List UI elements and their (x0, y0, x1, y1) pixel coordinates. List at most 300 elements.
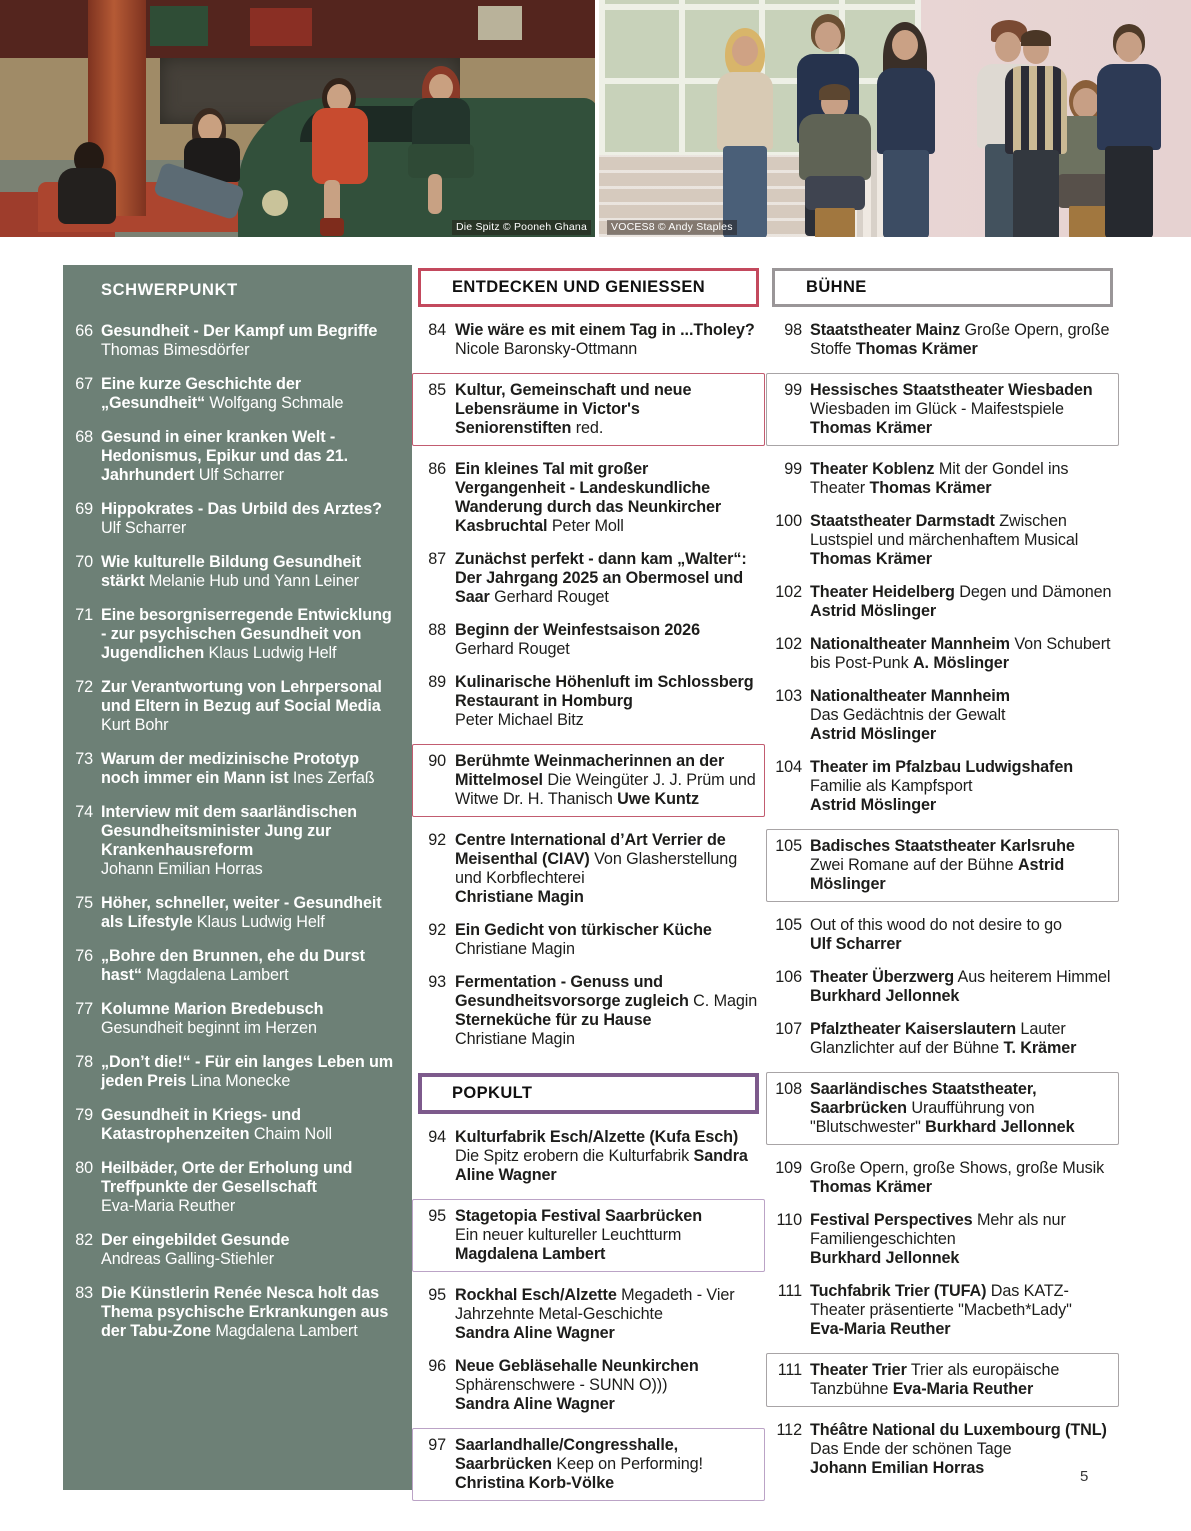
entry-page-number: 90 (428, 752, 446, 770)
toc-entry (67, 500, 398, 538)
entry-text (101, 375, 398, 413)
entry-page-number: 76 (75, 947, 93, 965)
entry-text (101, 678, 398, 735)
top (877, 68, 935, 154)
entry-author-segment: Sphärenschwere - SUNN O))) (455, 1376, 668, 1394)
poster-green (150, 6, 208, 46)
entry-text (101, 947, 398, 985)
entry-title-segment: Burkhard Jellonnek (810, 987, 960, 1005)
voces8-photo (599, 0, 1191, 237)
entry-author-segment: Das Gedächtnis der Gewalt (810, 706, 1006, 724)
entry-author-segment: Andreas Galling-Stiehler (101, 1250, 275, 1268)
entry-title-segment: Ein Gedicht von türkischer Küche (455, 921, 712, 939)
entry-page-number: 103 (775, 687, 802, 705)
entry-author-segment: Zwischen Lustspiel und märchenhaftem Musical (810, 512, 1079, 549)
entry-text (810, 460, 1113, 498)
entry-page-number: 102 (775, 635, 802, 653)
toc-entry (772, 1020, 1113, 1058)
entry-title-segment: Theater Heidelberg (810, 583, 955, 601)
toc-entry (67, 1284, 398, 1341)
entry-text (810, 1282, 1113, 1339)
toc-entry (67, 894, 398, 932)
entry-text (455, 381, 759, 438)
toc-entry (766, 829, 1119, 902)
striped-shirt (1005, 66, 1067, 154)
person-crouching (48, 142, 128, 232)
section-title-buehne: BÜHNE (772, 268, 1113, 307)
jeans (883, 150, 929, 237)
entry-title-segment: Warum der medizinische Prototyp noch immer ein Mann ist (101, 750, 360, 787)
entry-title-segment: Christiane Magin (455, 888, 584, 906)
entry-title-segment: Eva-Maria Reuther (892, 1380, 1034, 1398)
toc-entry (418, 673, 759, 730)
toc-entry (67, 1053, 398, 1091)
toc-entry (418, 1128, 759, 1185)
entry-title-segment: Eine kurze Geschichte der „Gesundheit“ (101, 375, 301, 412)
entry-text (101, 894, 398, 932)
schwerpunkt-column (63, 265, 412, 1490)
entry-title-segment: Theater Koblenz (810, 460, 935, 478)
entry-text (455, 1207, 759, 1264)
entry-page-number: 87 (428, 550, 446, 568)
trousers (1105, 146, 1153, 237)
entry-page-number: 69 (75, 500, 93, 518)
entry-title-segment: Staatstheater Darmstadt (810, 512, 995, 530)
toc-entry (418, 321, 759, 359)
entry-title-segment: Hippokrates - Das Urbild des Arztes? (101, 500, 382, 518)
entry-title-segment: Thomas Krämer (869, 479, 992, 497)
entry-text (101, 1231, 398, 1269)
entry-text (455, 1436, 759, 1493)
entry-text (455, 460, 759, 536)
jacket (799, 114, 871, 180)
entry-title-segment: Staatstheater Mainz (810, 321, 961, 339)
entry-title-segment: Wie kulturelle Bildung Gesundheit stärkt (101, 553, 362, 590)
entry-title-segment: Sterneküche für zu Hause (455, 1011, 652, 1029)
toc-entry (412, 1199, 765, 1272)
entry-text (455, 321, 759, 359)
toc-entry (772, 758, 1113, 815)
entry-text (810, 837, 1113, 894)
entry-title-segment: Pfalztheater Kaiserslautern (810, 1020, 1017, 1038)
entry-title-segment: Sandra Aline Wagner (455, 1395, 615, 1413)
entry-text (810, 1020, 1113, 1058)
entry-text (101, 750, 398, 788)
trousers (1013, 150, 1059, 237)
entry-title-segment: Thomas Krämer (810, 1178, 932, 1196)
toc-entry (67, 1231, 398, 1269)
entry-text (810, 635, 1113, 673)
entry-author-segment: Lina Monecke (186, 1072, 291, 1090)
entry-text (101, 1284, 398, 1341)
entry-title-segment: Eva-Maria Reuther (810, 1320, 951, 1338)
entry-author-segment: Trier als europäische Tanzbühne (810, 1361, 1060, 1398)
entry-text (101, 553, 398, 591)
entry-title-segment: Gesundheit - Der Kampf um Begriffe (101, 322, 378, 340)
person-seated-olive (787, 88, 883, 237)
entry-page-number: 95 (428, 1207, 446, 1225)
entry-page-number: 68 (75, 428, 93, 446)
entry-text (101, 500, 398, 538)
toc-entry (67, 606, 398, 663)
photo-strip (0, 0, 1191, 246)
entry-author-segment: Magdalena Lambert (141, 966, 289, 984)
entry-author-segment: Kurt Bohr (101, 716, 169, 734)
entry-page-number: 108 (775, 1080, 802, 1098)
entry-title-segment: Fermentation - Genuss und Gesundheitsvorsorge zugleich (455, 973, 689, 1010)
entry-title-segment: Sandra Aline Wagner (455, 1324, 615, 1342)
toc-entry (772, 968, 1113, 1006)
toc-entry (772, 512, 1113, 569)
entry-author-segment: Die Spitz erobern die Kulturfabrik (455, 1147, 694, 1165)
entry-title-segment: Nationaltheater Mannheim (810, 635, 1010, 653)
entry-title-segment: Johann Emilian Horras (810, 1459, 985, 1477)
entry-title-segment: Uwe Kuntz (617, 790, 699, 808)
toc-entry (766, 1353, 1119, 1407)
entry-text (101, 1000, 398, 1038)
entry-title-segment: Stagetopia Festival Saarbrücken (455, 1207, 703, 1225)
toc-entry (772, 321, 1113, 359)
entry-page-number: 73 (75, 750, 93, 768)
entry-author-segment: Lauter Glanzlichter auf der Bühne (810, 1020, 1066, 1057)
entry-author-segment: Megadeth - Vier Jahrzehnte Metal-Geschichte (455, 1286, 735, 1323)
entry-page-number: 66 (75, 322, 93, 340)
head (892, 30, 918, 60)
entry-text (455, 1286, 759, 1343)
entry-author-segment: Out of this wood do not desire to go (810, 916, 1062, 934)
toc-entry (67, 947, 398, 985)
entry-title-segment: Interview mit dem saarländischen Gesundheitsminister Jung zur Krankenhausreform (101, 803, 357, 859)
entry-author-segment: Eva-Maria Reuther (101, 1197, 236, 1215)
entry-page-number: 93 (428, 973, 446, 991)
entry-author-segment: Klaus Ludwig Helf (192, 913, 325, 931)
entry-author-segment: Von Glasherstellung und Korbflechterei (455, 850, 738, 887)
toc-entry (772, 1282, 1113, 1339)
entry-title-segment: Zunächst perfekt - dann kam „Walter“: Der Jahrgang 2025 an Obermosel und Saar (455, 550, 747, 606)
entry-author-segment: Ein neuer kultureller Leuchtturm (455, 1226, 682, 1244)
entry-page-number: 84 (428, 321, 446, 339)
entry-title-segment: Badisches Staatstheater Karlsruhe (810, 837, 1075, 855)
entry-text (455, 973, 759, 1049)
entry-author-segment: Christiane Magin (455, 1030, 575, 1048)
entry-text (455, 752, 759, 809)
entry-text (455, 831, 759, 907)
toc-entry (67, 750, 398, 788)
entry-title-segment: Gesund in einer kranken Welt - Hedonismus, Epikur und das 21. Jahrhundert (101, 428, 349, 484)
entry-text (455, 921, 759, 959)
hair (1021, 30, 1051, 46)
toc-entry (772, 583, 1113, 621)
photo-caption-right: VOCES8 © Andy Staples (607, 220, 737, 235)
entry-page-number: 105 (775, 916, 802, 934)
entry-title-segment: Thomas Krämer (810, 419, 932, 437)
toc-entry (772, 1159, 1113, 1197)
entry-author-segment: Degen und Dämonen (954, 583, 1112, 601)
entry-author-segment: C. Magin (688, 992, 758, 1010)
entry-title-segment: Eine besorgniserregende Entwicklung - zur psychischen Gesundheit von Jugendlichen (101, 606, 392, 662)
entry-text (810, 1421, 1113, 1478)
entry-author-segment: Chaim Noll (249, 1125, 332, 1143)
entry-title-segment: Theater im Pfalzbau Ludwigshafen (810, 758, 1074, 776)
entry-page-number: 92 (428, 921, 446, 939)
toc-entry (766, 1072, 1119, 1145)
section-title-popkult: POPKULT (418, 1073, 759, 1114)
toc-entry (772, 460, 1113, 498)
entry-page-number: 75 (75, 894, 93, 912)
entry-author-segment: Das KATZ-Theater präsentierte "Macbeth*Lady" (810, 1282, 1072, 1319)
middle-column (418, 265, 759, 1515)
toc-entry (67, 1159, 398, 1216)
entry-text (810, 968, 1113, 1006)
entry-author-segment: Wolfgang Schmale (205, 394, 344, 412)
entry-page-number: 67 (75, 375, 93, 393)
person-redhair (398, 66, 498, 216)
entry-title-segment: Kolumne Marion Bredebusch (101, 1000, 324, 1018)
entry-author-segment: Von Schubert bis Post-Punk (810, 635, 1111, 672)
entry-page-number: 88 (428, 621, 446, 639)
entry-page-number: 111 (777, 1282, 802, 1300)
entry-page-number: 89 (428, 673, 446, 691)
entry-title-segment: Ein kleines Tal mit großer Vergangenheit - Landeskundliche Wanderung durch das Neunkircher Kasbruchtal (455, 460, 722, 535)
entry-author-segment: Aus heiterem Himmel (954, 968, 1111, 986)
entry-page-number: 99 (784, 381, 802, 399)
entry-title-segment: Magdalena Lambert (455, 1245, 606, 1263)
entry-author-segment: Mehr als nur Familiengeschichten (810, 1211, 1066, 1248)
toc-entry (772, 916, 1113, 954)
entry-author-segment: Peter Moll (547, 517, 624, 535)
entry-title-segment: Tuchfabrik Trier (TUFA) (810, 1282, 987, 1300)
entry-title-segment: Hessisches Staatstheater Wiesbaden (810, 381, 1093, 399)
toc-entry (412, 744, 765, 817)
entry-page-number: 95 (428, 1286, 446, 1304)
body (58, 168, 116, 224)
toc-entry (418, 1357, 759, 1414)
entry-author-segment: Peter Michael Bitz (455, 711, 584, 729)
entry-title-segment: Kultur, Gemeinschaft und neue Lebensräume in Victor's Seniorenstiften (455, 381, 692, 437)
toc-entry (418, 621, 759, 659)
entry-text (810, 512, 1113, 569)
entry-title-segment: Nationaltheater Mannheim (810, 687, 1010, 705)
entry-page-number: 82 (75, 1231, 93, 1249)
toc-entry (418, 831, 759, 907)
toc-entry (67, 678, 398, 735)
toc-entry (67, 803, 398, 879)
entry-author-segment: Zwei Romane auf der Bühne (810, 856, 1018, 874)
entry-title-segment: Astrid Möslinger (810, 602, 937, 620)
entry-text (810, 1080, 1113, 1137)
entry-text (810, 1159, 1113, 1197)
entry-page-number: 74 (75, 803, 93, 821)
entry-page-number: 109 (775, 1159, 802, 1177)
entry-page-number: 106 (775, 968, 802, 986)
poster-light (478, 6, 522, 40)
entry-title-segment: Theater Trier (810, 1361, 907, 1379)
entry-title-segment: Der eingebildet Gesunde (101, 1231, 290, 1249)
entry-page-number: 110 (776, 1211, 802, 1229)
skirt (408, 144, 474, 178)
head (732, 36, 758, 66)
entry-page-number: 70 (75, 553, 93, 571)
legs (805, 176, 865, 210)
entry-text (455, 621, 759, 659)
entry-page-number: 85 (428, 381, 446, 399)
entry-title-segment: „Don’t die!“ - Für ein langes Leben um jeden Preis (101, 1053, 394, 1090)
section-title-entdecken: ENTDECKEN UND GENIESSEN (418, 268, 759, 307)
top (412, 98, 470, 150)
page-number: 5 (1080, 1468, 1089, 1485)
boot (320, 218, 344, 236)
entry-text (101, 322, 398, 360)
entry-text (810, 1211, 1113, 1268)
entry-title-segment: Thomas Krämer (855, 340, 978, 358)
hair (819, 84, 850, 100)
entry-page-number: 96 (428, 1357, 446, 1375)
toc-entry (766, 373, 1119, 446)
entry-text (455, 673, 759, 730)
entry-title-segment: T. Krämer (1003, 1039, 1077, 1057)
entry-title-segment: Burkhard Jellonnek (925, 1118, 1075, 1136)
toc-entry (67, 375, 398, 413)
entry-author-segment: Christiane Magin (455, 940, 575, 958)
entry-author-segment: Große Opern, große Stoffe (810, 321, 1110, 358)
entry-title-segment: Saarlandhalle/Congresshalle, Saarbrücken (455, 1436, 679, 1473)
toc-entry (412, 1428, 765, 1501)
dress (312, 108, 368, 184)
toc-entry (67, 1000, 398, 1038)
entry-page-number: 77 (75, 1000, 93, 1018)
entry-page-number: 86 (428, 460, 446, 478)
toc-entry (418, 921, 759, 959)
head (815, 22, 841, 52)
entry-text (101, 1106, 398, 1144)
entry-page-number: 97 (428, 1436, 446, 1454)
entry-author-segment: Ulf Scharrer (101, 519, 187, 537)
shirt (1097, 64, 1161, 150)
entry-page-number: 92 (428, 831, 446, 849)
entry-text (101, 606, 398, 663)
entry-page-number: 99 (784, 460, 802, 478)
car-headlight (262, 190, 288, 216)
entry-title-segment: Christina Korb-Völke (455, 1474, 614, 1492)
entry-title-segment: Die Künstlerin Renée Nesca holt das Thema psychische Erkrankungen aus der Tabu-Zone (101, 1284, 389, 1340)
entry-title-segment: A. Möslinger (912, 654, 1009, 672)
popkult-entries (418, 1128, 759, 1501)
entry-author-segment: Große Opern, große Shows, große Musik (810, 1159, 1105, 1177)
entry-author-segment: Das Ende der schönen Tage (810, 1440, 1012, 1458)
entry-title-segment: Heilbäder, Orte der Erholung und Treffpunkte der Gesellschaft (101, 1159, 353, 1196)
toc-entry (67, 322, 398, 360)
entry-author-segment: Uraufführung von "Blutschwester" (810, 1099, 1035, 1136)
entry-text (455, 1128, 759, 1185)
photo-caption-left: Die Spitz © Pooneh Ghana (452, 220, 591, 235)
toc-entry (772, 1211, 1113, 1268)
entry-title-segment: „Bohre den Brunnen, ehe du Durst hast“ (101, 947, 365, 984)
entry-title-segment: Festival Perspectives (810, 1211, 973, 1229)
buehne-entries (772, 321, 1113, 1478)
entry-author-segment: Ines Zerfaß (288, 769, 375, 787)
schwerpunkt-entries (67, 322, 398, 1341)
toc-entry (772, 687, 1113, 744)
entry-author-segment: Ulf Scharrer (194, 466, 284, 484)
person-right-navy (1087, 24, 1171, 237)
person-striped (997, 30, 1077, 237)
entry-text (455, 550, 759, 607)
entry-title-segment: Saarländisches Staatstheater, Saarbrücken (810, 1080, 1037, 1117)
person-leaning (150, 108, 260, 228)
entry-author-segment: red. (571, 419, 604, 437)
entry-text (455, 1357, 759, 1414)
entry-text (101, 803, 398, 879)
entry-page-number: 72 (75, 678, 93, 696)
entry-title-segment: Gesundheit in Kriegs- und Katastrophenzeiten (101, 1106, 301, 1143)
entry-title-segment: Sandra Aline Wagner (455, 1147, 748, 1184)
entry-text (810, 758, 1113, 815)
entry-text (810, 381, 1113, 438)
entry-page-number: 104 (775, 758, 802, 776)
entry-text (810, 583, 1113, 621)
entry-page-number: 83 (75, 1284, 93, 1302)
entry-title-segment: Theater Überzwerg (810, 968, 955, 986)
entry-title-segment: Astrid Möslinger (810, 725, 937, 743)
entry-title-segment: Thomas Krämer (810, 550, 932, 568)
entry-text (810, 687, 1113, 744)
entry-page-number: 79 (75, 1106, 93, 1124)
toc-entry (412, 373, 765, 446)
entry-author-segment: Magdalena Lambert (210, 1322, 358, 1340)
entry-title-segment: Wie wäre es mit einem Tag in ...Tholey? (455, 321, 755, 339)
entry-title-segment: Kulturfabrik Esch/Alzette (Kufa Esch) (455, 1128, 739, 1146)
entry-page-number: 105 (775, 837, 802, 855)
entry-page-number: 102 (775, 583, 802, 601)
die-spitz-photo (0, 0, 595, 237)
buehne-column (772, 265, 1113, 1492)
entry-title-segment: Ulf Scharrer (810, 935, 902, 953)
entry-text (810, 916, 1113, 954)
poster-red (250, 8, 312, 46)
entry-title-segment: Kulinarische Höhenluft im Schlossberg Restaurant in Homburg (455, 673, 754, 710)
entry-title-segment: Centre International d’Art Verrier de Meisenthal (CIAV) (455, 831, 726, 868)
toc-entry (772, 635, 1113, 673)
legs (428, 174, 442, 214)
entry-author-segment: Gerhard Rouget (489, 588, 609, 606)
toc-entry (418, 973, 759, 1049)
entry-title-segment: Zur Verantwortung von Lehrpersonal und Eltern in Bezug auf Social Media (101, 678, 382, 715)
entry-page-number: 78 (75, 1053, 93, 1071)
entry-page-number: 94 (428, 1128, 446, 1146)
person-blonde (707, 28, 787, 237)
toc-entry (418, 550, 759, 607)
entry-title-segment: Théâtre National du Luxembourg (TNL) (810, 1421, 1107, 1439)
entry-page-number: 112 (776, 1421, 802, 1439)
entry-page-number: 107 (775, 1020, 802, 1038)
toc-entry (418, 1286, 759, 1343)
entdecken-entries (418, 321, 759, 1049)
entry-title-segment: Astrid Möslinger (810, 796, 937, 814)
section-title-schwerpunkt: SCHWERPUNKT (101, 281, 238, 299)
entry-author-segment: Gesundheit beginnt im Herzen (101, 1019, 317, 1037)
entry-title-segment: Neue Gebläsehalle Neunkirchen (455, 1357, 699, 1375)
stool (815, 208, 855, 237)
entry-text (101, 1053, 398, 1091)
toc-entry (772, 1421, 1113, 1478)
toc-entry (67, 428, 398, 485)
entry-author-segment: Die Weingüter J. J. Prüm und Witwe Dr. H. Thanisch (455, 771, 756, 808)
entry-author-segment: Keep on Performing! (551, 1455, 703, 1473)
entry-author-segment: Gerhard Rouget (455, 640, 570, 658)
entry-author-segment: Familie als Kampfsport (810, 777, 973, 795)
entry-page-number: 111 (777, 1361, 802, 1379)
entry-page-number: 71 (75, 606, 93, 624)
